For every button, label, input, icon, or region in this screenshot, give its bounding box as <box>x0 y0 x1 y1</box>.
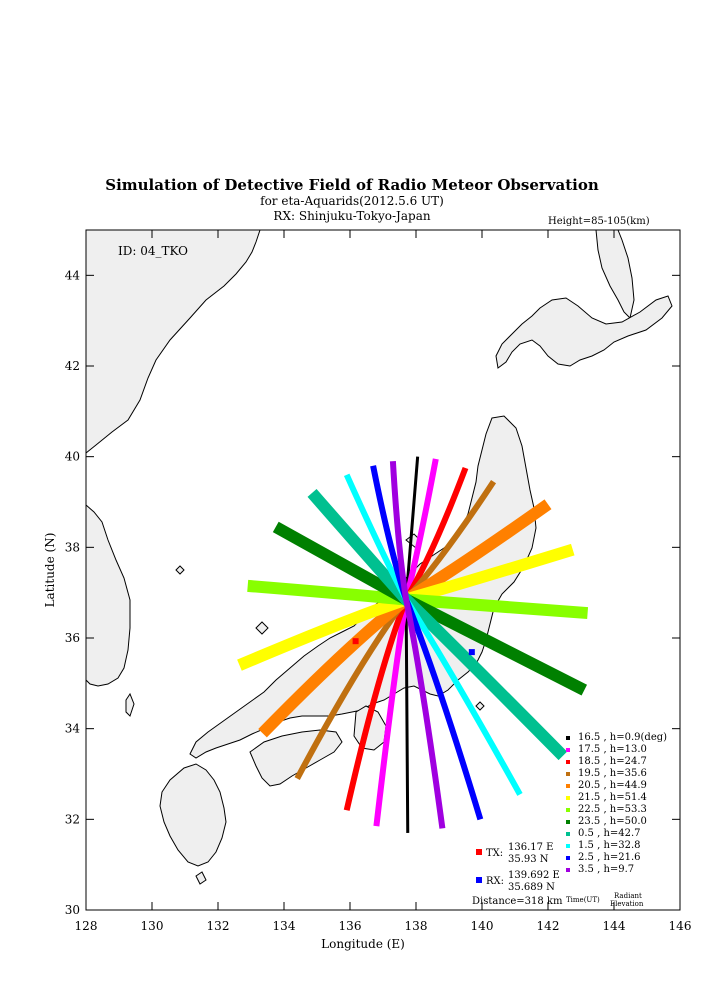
legend-entry: 3.5 , h=9.7 <box>578 864 635 875</box>
tx-latitude: 35.93 N <box>508 854 549 865</box>
x-tick-label: 140 <box>470 919 494 933</box>
legend-swatch <box>566 736 570 740</box>
x-tick-label: 146 <box>668 919 692 933</box>
tx-longitude: 136.17 E <box>508 842 554 853</box>
legend-swatch <box>566 760 570 764</box>
legend-elevation-label: Radiant <box>614 892 642 900</box>
legend-entry: 23.5 , h=50.0 <box>578 816 647 827</box>
tx-legend-swatch <box>476 849 482 855</box>
legend-swatch <box>566 856 570 860</box>
legend-entry: 20.5 , h=44.9 <box>578 780 647 791</box>
chart-title: Simulation of Detective Field of Radio Meteor Observation <box>105 176 599 194</box>
rx-label: RX: <box>486 876 505 887</box>
x-tick-label: 144 <box>602 919 626 933</box>
rx-longitude: 139.692 E <box>508 870 560 881</box>
legend-swatch <box>566 784 570 788</box>
legend-entry: 2.5 , h=21.6 <box>578 852 641 863</box>
x-tick-label: 138 <box>404 919 428 933</box>
legend-swatch <box>566 808 570 812</box>
x-tick-label: 128 <box>74 919 98 933</box>
legend-entry: 16.5 , h=0.9(deg) <box>578 732 668 743</box>
legend-swatch <box>566 772 570 776</box>
x-tick-label: 134 <box>272 919 296 933</box>
y-tick-label: 38 <box>64 540 80 555</box>
x-axis-label: Longitude (E) <box>321 937 405 951</box>
y-tick-label: 40 <box>64 449 80 464</box>
y-tick-label: 36 <box>64 631 80 645</box>
legend-swatch <box>566 748 570 752</box>
y-tick-label: 30 <box>64 903 80 917</box>
legend-swatch <box>566 868 570 872</box>
height-note: Height=85-105(km) <box>548 216 650 227</box>
legend-entry: 1.5 , h=32.8 <box>578 840 641 851</box>
tx-marker <box>353 638 359 644</box>
distance-label: Distance=318 km <box>472 896 563 907</box>
x-tick-label: 130 <box>140 919 164 933</box>
rx-marker <box>469 649 475 655</box>
legend-swatch <box>566 796 570 800</box>
legend-swatch <box>566 844 570 848</box>
tx-label: TX: <box>486 848 504 859</box>
legend-entry: 18.5 , h=24.7 <box>578 756 647 767</box>
legend-swatch <box>566 820 570 824</box>
y-tick-label: 34 <box>64 721 80 736</box>
station-id-label: ID: 04_TKO <box>118 244 188 258</box>
legend-entry: 21.5 , h=51.4 <box>578 792 647 803</box>
legend-swatch <box>566 832 570 836</box>
rx-latitude: 35.689 N <box>508 882 555 893</box>
legend-entry: 17.5 , h=13.0 <box>578 744 647 755</box>
y-tick-label: 42 <box>64 359 80 373</box>
legend-entry: 22.5 , h=53.3 <box>578 804 647 815</box>
y-tick-label: 32 <box>64 812 80 827</box>
y-axis-label: Latitude (N) <box>43 532 57 608</box>
x-tick-label: 132 <box>206 919 230 933</box>
legend-entry: 0.5 , h=42.7 <box>578 828 641 839</box>
y-tick-label: 44 <box>64 268 80 283</box>
x-tick-label: 136 <box>338 919 362 933</box>
legend-time-label: Time(UT) <box>566 896 600 904</box>
chart-subtitle-event: for eta-Aquarids(2012.5.6 UT) <box>260 194 444 208</box>
x-tick-label: 142 <box>536 919 560 933</box>
legend-elevation-label-2: Elevation <box>610 900 644 908</box>
chart-subtitle-receiver: RX: Shinjuku-Tokyo-Japan <box>273 209 431 223</box>
rx-legend-swatch <box>476 877 482 883</box>
legend-entry: 19.5 , h=35.6 <box>578 768 647 779</box>
